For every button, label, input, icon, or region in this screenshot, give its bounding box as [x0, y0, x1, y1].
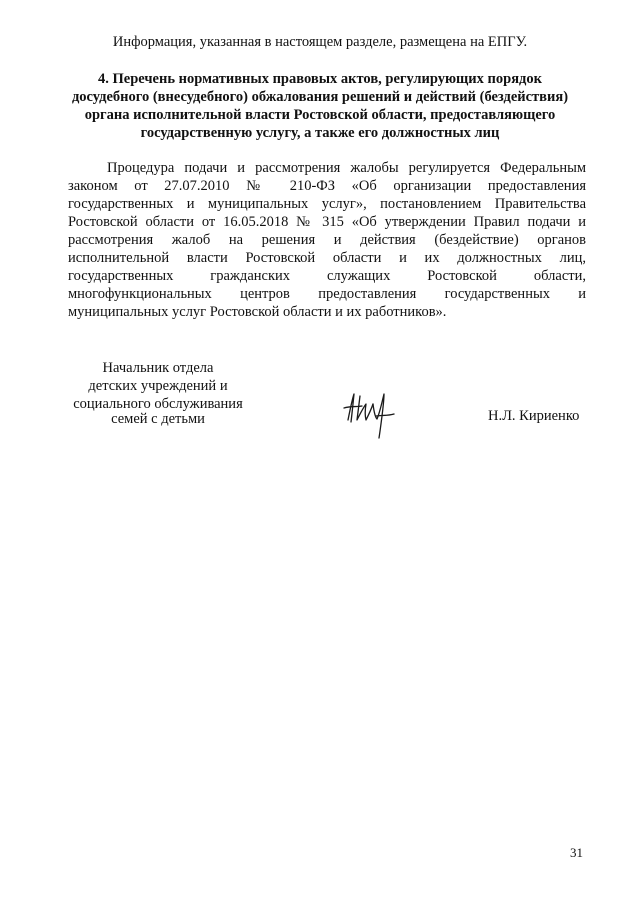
heading-line: государственную услугу, а также его должностных лиц	[140, 125, 500, 141]
body-line: многофункциональных центров предоставления государственных и	[68, 286, 586, 302]
heading-line: органа исполнительной власти Ростовской области, предоставляющего	[84, 107, 556, 123]
page-number: 31	[570, 845, 583, 860]
intro-line: Информация, указанная в настоящем разделе, размещена на ЕПГУ.	[112, 34, 528, 50]
body-line: муниципальных услуг Ростовской области и их работников».	[68, 304, 447, 320]
body-line: государственных и муниципальных услуг», постановлением Правительства	[68, 196, 586, 212]
body-line: Ростовской области от 16.05.2018 № 315 «Об утверждении Правил подачи и	[68, 214, 586, 230]
signer-name: Н.Л. Кириенко	[488, 408, 580, 424]
body-line: Процедура подачи и рассмотрения жалобы регулируется Федеральным	[107, 160, 586, 176]
handwritten-signature	[340, 386, 404, 442]
body-line: исполнительной власти Ростовской области и их должностных лиц,	[68, 250, 586, 266]
heading-line: 4. Перечень нормативных правовых актов, регулирующих порядок	[98, 71, 542, 87]
position-line: семей с детьми	[111, 411, 205, 427]
body-line: законом от 27.07.2010 № 210-ФЗ «Об организации предоставления	[68, 178, 586, 194]
position-line: Начальник отдела	[102, 360, 214, 376]
body-line: государственных гражданских служащих Ростовской области,	[68, 268, 586, 284]
body-line: рассмотрения жалоб на решения и действия (бездействие) органов	[68, 232, 586, 248]
position-line: детских учреждений и	[88, 378, 228, 394]
position-line: социального обслуживания	[73, 396, 243, 412]
heading-line: досудебного (внесудебного) обжалования решений и действий (бездействия)	[71, 89, 569, 105]
